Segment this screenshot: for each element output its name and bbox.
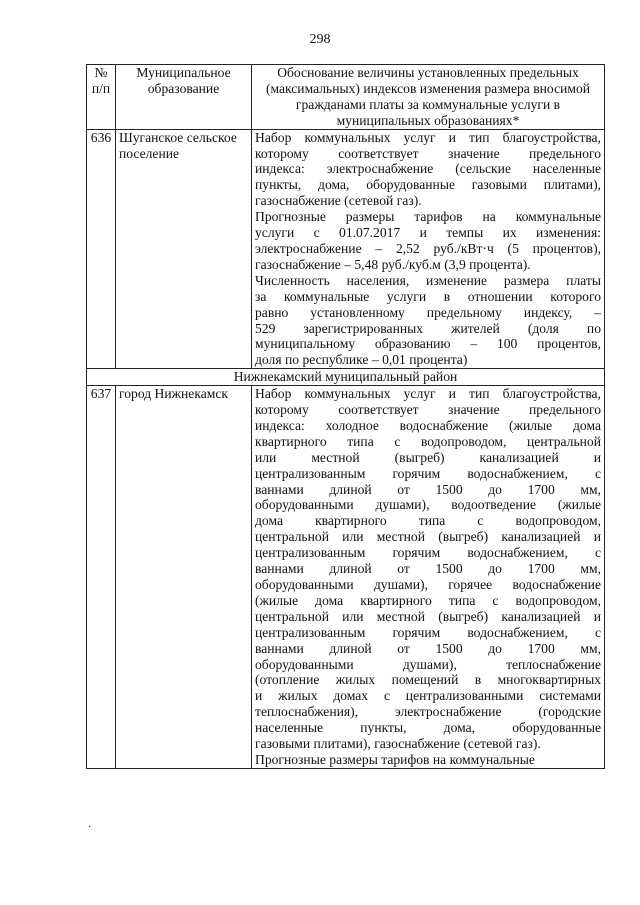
- header-justification: Обоснование величины установленных предельных (максимальных) индексов изменения размера вносимой гражданами платы за коммунальные услуги в муниципальных образованиях*: [252, 65, 605, 130]
- text-line: центральной или местной (выгреб) канализацией и: [255, 608, 601, 624]
- row-justification: [252, 129, 605, 369]
- text-line: централизованным горячим водоснабжением, с: [255, 465, 601, 481]
- text-line: (отопление жилых помещений в многоквартирных: [255, 672, 601, 688]
- text-line: (жилые дома квартирного типа с водопроводом,: [255, 592, 601, 608]
- table-header-row: [87, 65, 605, 130]
- text-line: дома квартирного типа с водопроводом,: [255, 513, 601, 529]
- justification-paragraph: [255, 130, 601, 210]
- table-row: [87, 386, 605, 769]
- text-line: оборудованными душами), горячее водоснабжение: [255, 577, 601, 592]
- text-line: ваннами длиной от 1500 до 1700 мм,: [255, 561, 601, 577]
- text-line: квартирного типа с водопроводом, центральной: [255, 433, 601, 449]
- district-title: Нижнекамский муниципальный район: [87, 369, 605, 386]
- text-line: муниципальному образованию – 100 процентов,: [255, 336, 601, 352]
- text-line: равно установленному предельному индексу, –: [255, 304, 601, 320]
- text-line: за коммунальные услуги в отношении которого: [255, 288, 601, 304]
- justification-paragraph: [255, 273, 601, 368]
- text-line: теплоснабжения), электроснабжение (городские: [255, 704, 601, 720]
- text-line: и жилых домах с централизованными системами: [255, 688, 601, 704]
- text-line: центральной или местной (выгреб) канализацией и: [255, 529, 601, 545]
- text-line: индекса: холодное водоснабжение (жилые дома: [255, 417, 601, 433]
- text-line: 529 зарегистрированных жителей (доля по: [255, 320, 601, 336]
- page-number: 298: [309, 32, 331, 47]
- text-line: Прогнозные размеры тарифов на коммунальные: [255, 209, 601, 225]
- text-line: газоснабжение (сетевой газ).: [255, 193, 422, 209]
- header-municipality: Муниципальное образование: [116, 65, 252, 130]
- text-line: оборудованными душами), теплоснабжение: [255, 656, 601, 672]
- row-justification: [252, 386, 605, 769]
- header-num: № п/п: [87, 65, 116, 130]
- text-line: Набор коммунальных услуг и тип благоустройства,: [255, 386, 601, 402]
- text-line: доля по республике – 0,01 процента): [255, 352, 468, 368]
- text-line: которому соответствует значение предельного: [255, 145, 601, 161]
- row-num: 637: [87, 386, 116, 769]
- text-line: индекса: электроснабжение (сельские населенные: [255, 161, 601, 177]
- margin-mark: ·: [88, 822, 92, 833]
- text-line: которому соответствует значение предельного: [255, 402, 601, 418]
- text-line: Численность населения, изменение размера платы: [255, 272, 601, 288]
- text-line: централизованным горячим водоснабжением, с: [255, 545, 601, 561]
- text-line: ваннами длиной от 1500 до 1700 мм,: [255, 481, 601, 497]
- justification-paragraph: [255, 209, 601, 273]
- text-line: Прогнозные размеры тарифов на коммунальные: [255, 751, 535, 767]
- text-line: или местной (выгреб) канализацией и: [255, 449, 601, 465]
- row-municipality: Шуганское сельское поселение: [116, 129, 252, 369]
- justification-paragraph: [255, 752, 601, 768]
- row-municipality: город Нижнекамск: [116, 386, 252, 769]
- text-line: газовыми плитами), газоснабжение (сетевой газ).: [255, 736, 541, 752]
- row-num: 636: [87, 129, 116, 369]
- text-line: централизованным горячим водоснабжением, с: [255, 624, 601, 640]
- text-line: оборудованными душами), водоотведение (жилые: [255, 497, 601, 513]
- text-line: пункты, дома, оборудованные газовыми плитами),: [255, 177, 601, 193]
- text-line: Набор коммунальных услуг и тип благоустройства,: [255, 129, 601, 145]
- district-row: [87, 369, 605, 386]
- text-line: газоснабжение – 5,48 руб./куб.м (3,9 процента).: [255, 256, 531, 272]
- text-line: услуги с 01.07.2017 и темпы их изменения:: [255, 225, 601, 241]
- text-line: электроснабжение – 2,52 руб./кВт·ч (5 процентов),: [255, 240, 601, 256]
- text-line: ваннами длиной от 1500 до 1700 мм,: [255, 640, 601, 656]
- text-line: населенные пункты, дома, оборудованные: [255, 720, 601, 736]
- index-justification-table: [86, 64, 605, 769]
- justification-paragraph: [255, 386, 601, 752]
- table-row: [87, 129, 605, 369]
